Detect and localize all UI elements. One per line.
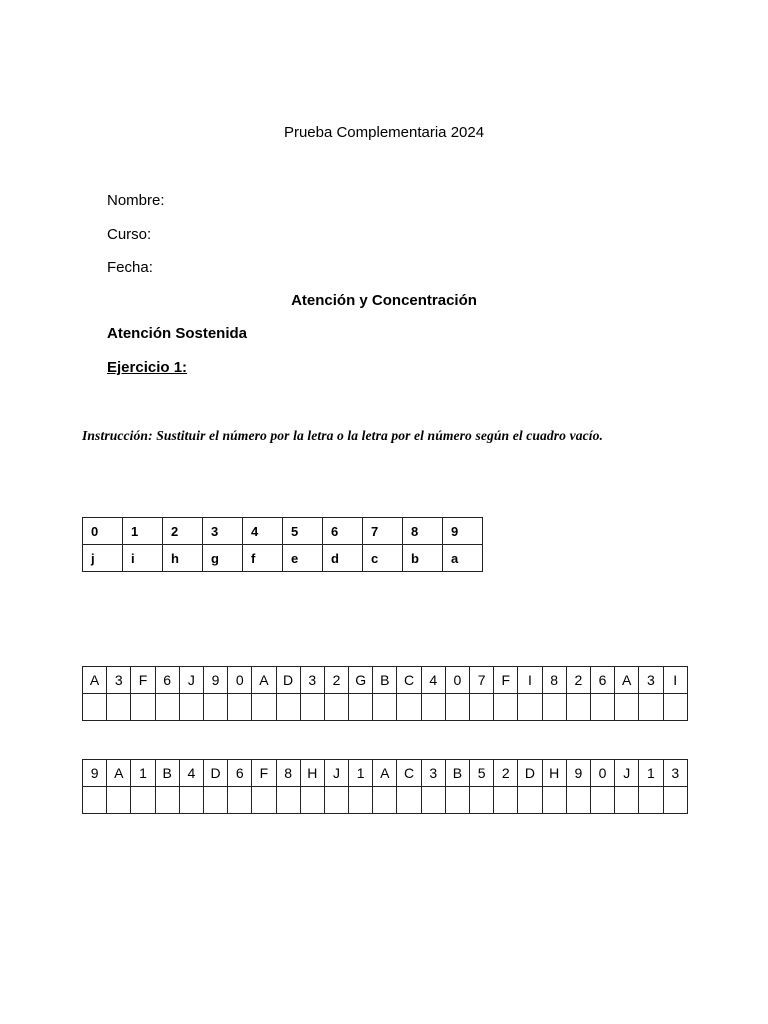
key-letter-cell: a: [443, 545, 483, 572]
sequence-value-cell: 1: [349, 760, 373, 787]
sequence-value-cell: F: [494, 667, 518, 694]
answer-cell[interactable]: [470, 787, 494, 814]
answer-cell[interactable]: [397, 694, 421, 721]
course-field-label: Curso:: [107, 226, 152, 243]
sequence-1-values-row: [83, 667, 688, 694]
key-letter-cell: h: [163, 545, 203, 572]
sequence-value-cell: A: [83, 667, 107, 694]
sequence-value-cell: 4: [179, 760, 203, 787]
answer-cell[interactable]: [252, 694, 276, 721]
sequence-value-cell: B: [155, 760, 179, 787]
sequence-value-cell: H: [300, 760, 324, 787]
answer-cell[interactable]: [615, 787, 639, 814]
sequence-table-2: [82, 759, 688, 814]
answer-cell[interactable]: [276, 787, 300, 814]
answer-cell[interactable]: [203, 694, 227, 721]
key-number-cell: 9: [443, 518, 483, 545]
key-number-cell: 8: [403, 518, 443, 545]
answer-cell[interactable]: [518, 787, 542, 814]
key-letter-cell: i: [123, 545, 163, 572]
exercise-label: Ejercicio 1:: [107, 359, 188, 376]
answer-cell[interactable]: [590, 787, 614, 814]
key-row-letters: [83, 545, 483, 572]
answer-cell[interactable]: [663, 787, 688, 814]
key-letter-cell: j: [83, 545, 123, 572]
sequence-value-cell: 6: [228, 760, 252, 787]
sequence-value-cell: 3: [300, 667, 324, 694]
sequence-value-cell: B: [445, 760, 469, 787]
key-letter-cell: e: [283, 545, 323, 572]
answer-cell[interactable]: [179, 787, 203, 814]
answer-cell[interactable]: [300, 787, 324, 814]
answer-cell[interactable]: [83, 787, 107, 814]
page-title: Prueba Complementaria 2024: [283, 124, 485, 141]
sequence-value-cell: 7: [470, 667, 494, 694]
sequence-2-values-row: [83, 760, 688, 787]
answer-cell[interactable]: [494, 787, 518, 814]
sequence-value-cell: B: [373, 667, 397, 694]
sequence-value-cell: I: [663, 667, 688, 694]
key-letter-cell: d: [323, 545, 363, 572]
answer-cell[interactable]: [155, 694, 179, 721]
sequence-value-cell: 1: [131, 760, 155, 787]
answer-cell[interactable]: [373, 694, 397, 721]
answer-cell[interactable]: [107, 694, 131, 721]
sequence-value-cell: A: [615, 667, 639, 694]
key-letter-cell: b: [403, 545, 443, 572]
sequence-value-cell: C: [397, 667, 421, 694]
sequence-value-cell: A: [373, 760, 397, 787]
answer-cell[interactable]: [228, 694, 252, 721]
sequence-value-cell: D: [276, 667, 300, 694]
answer-cell[interactable]: [203, 787, 227, 814]
answer-cell[interactable]: [349, 787, 373, 814]
answer-cell[interactable]: [252, 787, 276, 814]
sequence-value-cell: 2: [566, 667, 590, 694]
sequence-table-1: [82, 666, 688, 721]
answer-cell[interactable]: [518, 694, 542, 721]
sequence-value-cell: 3: [663, 760, 688, 787]
sequence-value-cell: 9: [566, 760, 590, 787]
sequence-value-cell: 0: [590, 760, 614, 787]
sequence-value-cell: 8: [542, 667, 566, 694]
answer-cell[interactable]: [639, 787, 663, 814]
sequence-1-answer-row: [83, 694, 688, 721]
key-number-cell: 7: [363, 518, 403, 545]
answer-cell[interactable]: [373, 787, 397, 814]
answer-cell[interactable]: [324, 694, 348, 721]
sequence-value-cell: A: [252, 667, 276, 694]
sequence-value-cell: 5: [470, 760, 494, 787]
sequence-value-cell: 9: [83, 760, 107, 787]
sequence-value-cell: J: [324, 760, 348, 787]
answer-cell[interactable]: [300, 694, 324, 721]
sequence-value-cell: 0: [228, 667, 252, 694]
sequence-value-cell: 4: [421, 667, 445, 694]
answer-cell[interactable]: [131, 694, 155, 721]
subsection-heading: Atención Sostenida: [107, 325, 248, 342]
instruction-text: Instrucción: Sustituir el número por la letra o la letra por el número según el cuadro vacío.: [82, 428, 604, 443]
sequence-value-cell: 2: [494, 760, 518, 787]
answer-cell[interactable]: [639, 694, 663, 721]
sequence-value-cell: 3: [639, 667, 663, 694]
name-field-label: Nombre:: [107, 192, 165, 209]
key-number-cell: 1: [123, 518, 163, 545]
sequence-value-cell: D: [203, 760, 227, 787]
answer-cell[interactable]: [276, 694, 300, 721]
sequence-value-cell: J: [615, 760, 639, 787]
answer-cell[interactable]: [179, 694, 203, 721]
answer-cell[interactable]: [349, 694, 373, 721]
answer-cell[interactable]: [615, 694, 639, 721]
date-field-label: Fecha:: [107, 259, 153, 276]
sequence-value-cell: D: [518, 760, 542, 787]
answer-cell[interactable]: [421, 787, 445, 814]
answer-cell[interactable]: [590, 694, 614, 721]
answer-cell[interactable]: [542, 694, 566, 721]
key-letter-cell: f: [243, 545, 283, 572]
sequence-value-cell: 6: [155, 667, 179, 694]
sequence-value-cell: 3: [107, 667, 131, 694]
sequence-value-cell: 2: [324, 667, 348, 694]
sequence-value-cell: A: [107, 760, 131, 787]
sequence-value-cell: 1: [639, 760, 663, 787]
sequence-value-cell: F: [252, 760, 276, 787]
sequence-value-cell: J: [179, 667, 203, 694]
sequence-value-cell: 0: [445, 667, 469, 694]
sequence-value-cell: 3: [421, 760, 445, 787]
answer-cell[interactable]: [228, 787, 252, 814]
answer-cell[interactable]: [445, 694, 469, 721]
answer-cell[interactable]: [566, 694, 590, 721]
key-number-cell: 2: [163, 518, 203, 545]
section-heading: Atención y Concentración: [291, 292, 477, 309]
sequence-value-cell: G: [349, 667, 373, 694]
key-letter-cell: c: [363, 545, 403, 572]
answer-cell[interactable]: [494, 694, 518, 721]
answer-cell[interactable]: [155, 787, 179, 814]
key-letter-cell: g: [203, 545, 243, 572]
answer-cell[interactable]: [324, 787, 348, 814]
sequence-2-answer-row: [83, 787, 688, 814]
answer-cell[interactable]: [445, 787, 469, 814]
key-row-numbers: [83, 518, 483, 545]
key-table: [82, 517, 483, 572]
answer-cell[interactable]: [83, 694, 107, 721]
answer-cell[interactable]: [566, 787, 590, 814]
sequence-value-cell: 8: [276, 760, 300, 787]
key-number-cell: 4: [243, 518, 283, 545]
key-number-cell: 0: [83, 518, 123, 545]
answer-cell[interactable]: [421, 694, 445, 721]
sequence-value-cell: 6: [590, 667, 614, 694]
key-number-cell: 6: [323, 518, 363, 545]
key-number-cell: 5: [283, 518, 323, 545]
answer-cell[interactable]: [131, 787, 155, 814]
sequence-value-cell: 9: [203, 667, 227, 694]
sequence-value-cell: F: [131, 667, 155, 694]
sequence-value-cell: C: [397, 760, 421, 787]
sequence-value-cell: I: [518, 667, 542, 694]
key-number-cell: 3: [203, 518, 243, 545]
answer-cell[interactable]: [470, 694, 494, 721]
answer-cell[interactable]: [397, 787, 421, 814]
answer-cell[interactable]: [663, 694, 688, 721]
answer-cell[interactable]: [542, 787, 566, 814]
sequence-value-cell: H: [542, 760, 566, 787]
answer-cell[interactable]: [107, 787, 131, 814]
